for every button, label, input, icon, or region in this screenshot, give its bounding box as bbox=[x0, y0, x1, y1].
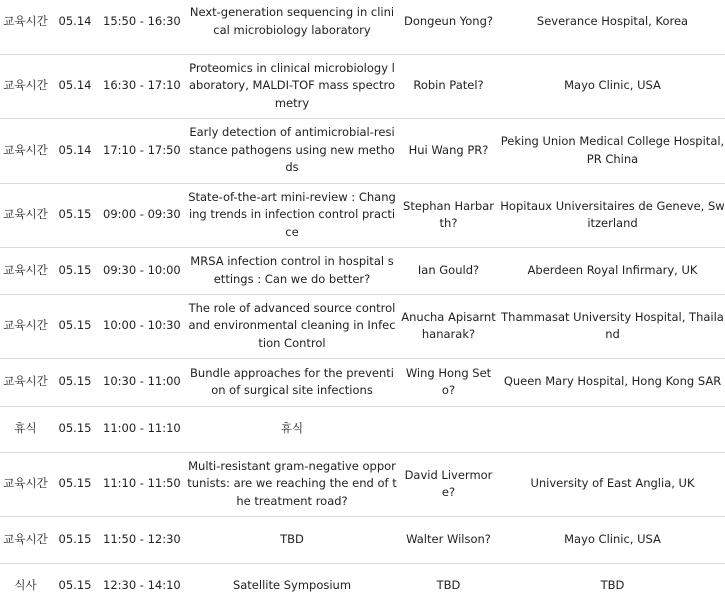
session-affiliation: Queen Mary Hospital, Hong Kong SAR bbox=[498, 358, 725, 406]
session-title: The role of advanced source control and environmental cleaning in Infection Control bbox=[185, 294, 399, 358]
session-title: TBD bbox=[185, 516, 399, 563]
session-type: 교육시간 bbox=[0, 452, 51, 516]
session-type: 교육시간 bbox=[0, 54, 51, 118]
session-title: Proteomics in clinical microbiology laboratory, MALDI-TOF mass spectrometry bbox=[185, 54, 399, 118]
session-title: Bundle approaches for the prevention of surgical site infections bbox=[185, 358, 399, 406]
session-time: 16:30 - 17:10 bbox=[99, 54, 185, 118]
session-time: 10:00 - 10:30 bbox=[99, 294, 185, 358]
session-title: Early detection of antimicrobial-resistance pathogens using new methods bbox=[185, 118, 399, 183]
table-row bbox=[0, 358, 725, 406]
session-speaker: Robin Patel? bbox=[399, 54, 498, 118]
session-speaker: Ian Gould? bbox=[399, 247, 498, 294]
session-type: 휴식 bbox=[0, 406, 51, 452]
session-speaker: Dongeun Yong? bbox=[399, 0, 498, 54]
session-affiliation bbox=[498, 406, 725, 452]
table-row bbox=[0, 0, 725, 54]
session-affiliation: Hopitaux Universitaires de Geneve, Switzerland bbox=[498, 183, 725, 247]
table-row bbox=[0, 406, 725, 452]
session-time: 12:30 - 14:10 bbox=[99, 563, 185, 595]
session-title: MRSA infection control in hospital settings : Can we do better? bbox=[185, 247, 399, 294]
session-title: Multi-resistant gram-negative opportunists: are we reaching the end of the treatment road? bbox=[185, 452, 399, 516]
session-speaker: Stephan Harbarth? bbox=[399, 183, 498, 247]
session-speaker: Hui Wang PR? bbox=[399, 118, 498, 183]
session-affiliation: Peking Union Medical College Hospital, PR China bbox=[498, 118, 725, 183]
session-time: 11:50 - 12:30 bbox=[99, 516, 185, 563]
table-row bbox=[0, 294, 725, 358]
session-time: 17:10 - 17:50 bbox=[99, 118, 185, 183]
session-speaker bbox=[399, 406, 498, 452]
session-type: 교육시간 bbox=[0, 516, 51, 563]
session-type: 교육시간 bbox=[0, 294, 51, 358]
session-affiliation: Severance Hospital, Korea bbox=[498, 0, 725, 54]
session-date: 05.15 bbox=[51, 358, 99, 406]
session-type: 교육시간 bbox=[0, 247, 51, 294]
session-date: 05.15 bbox=[51, 516, 99, 563]
session-date: 05.15 bbox=[51, 452, 99, 516]
session-time: 09:30 - 10:00 bbox=[99, 247, 185, 294]
session-date: 05.15 bbox=[51, 183, 99, 247]
session-date: 05.15 bbox=[51, 247, 99, 294]
table-row bbox=[0, 563, 725, 595]
session-date: 05.15 bbox=[51, 563, 99, 595]
session-affiliation: Mayo Clinic, USA bbox=[498, 516, 725, 563]
session-affiliation: University of East Anglia, UK bbox=[498, 452, 725, 516]
session-time: 10:30 - 11:00 bbox=[99, 358, 185, 406]
session-affiliation: TBD bbox=[498, 563, 725, 595]
session-title: State-of-the-art mini-review : Changing trends in infection control practice bbox=[185, 183, 399, 247]
session-time: 11:10 - 11:50 bbox=[99, 452, 185, 516]
session-speaker: David Livermore? bbox=[399, 452, 498, 516]
session-date: 05.14 bbox=[51, 118, 99, 183]
session-date: 05.15 bbox=[51, 294, 99, 358]
session-date: 05.15 bbox=[51, 406, 99, 452]
session-affiliation: Thammasat University Hospital, Thailand bbox=[498, 294, 725, 358]
table-row bbox=[0, 516, 725, 563]
session-type: 교육시간 bbox=[0, 183, 51, 247]
table-row bbox=[0, 452, 725, 516]
session-speaker: TBD bbox=[399, 563, 498, 595]
session-time: 11:00 - 11:10 bbox=[99, 406, 185, 452]
session-type: 식사 bbox=[0, 563, 51, 595]
session-type: 교육시간 bbox=[0, 358, 51, 406]
session-affiliation: Mayo Clinic, USA bbox=[498, 54, 725, 118]
session-affiliation: Aberdeen Royal Infirmary, UK bbox=[498, 247, 725, 294]
session-type: 교육시간 bbox=[0, 118, 51, 183]
table-row bbox=[0, 118, 725, 183]
session-title: Next-generation sequencing in clinical microbiology laboratory bbox=[185, 0, 399, 54]
session-speaker: Walter Wilson? bbox=[399, 516, 498, 563]
session-time: 15:50 - 16:30 bbox=[99, 0, 185, 54]
session-date: 05.14 bbox=[51, 0, 99, 54]
session-type: 교육시간 bbox=[0, 0, 51, 54]
session-speaker: Anucha Apisarnthanarak? bbox=[399, 294, 498, 358]
table-row bbox=[0, 54, 725, 118]
session-time: 09:00 - 09:30 bbox=[99, 183, 185, 247]
table-row bbox=[0, 247, 725, 294]
session-title: Satellite Symposium bbox=[185, 563, 399, 595]
session-date: 05.14 bbox=[51, 54, 99, 118]
session-title: 휴식 bbox=[185, 406, 399, 452]
session-speaker: Wing Hong Seto? bbox=[399, 358, 498, 406]
table-row bbox=[0, 183, 725, 247]
